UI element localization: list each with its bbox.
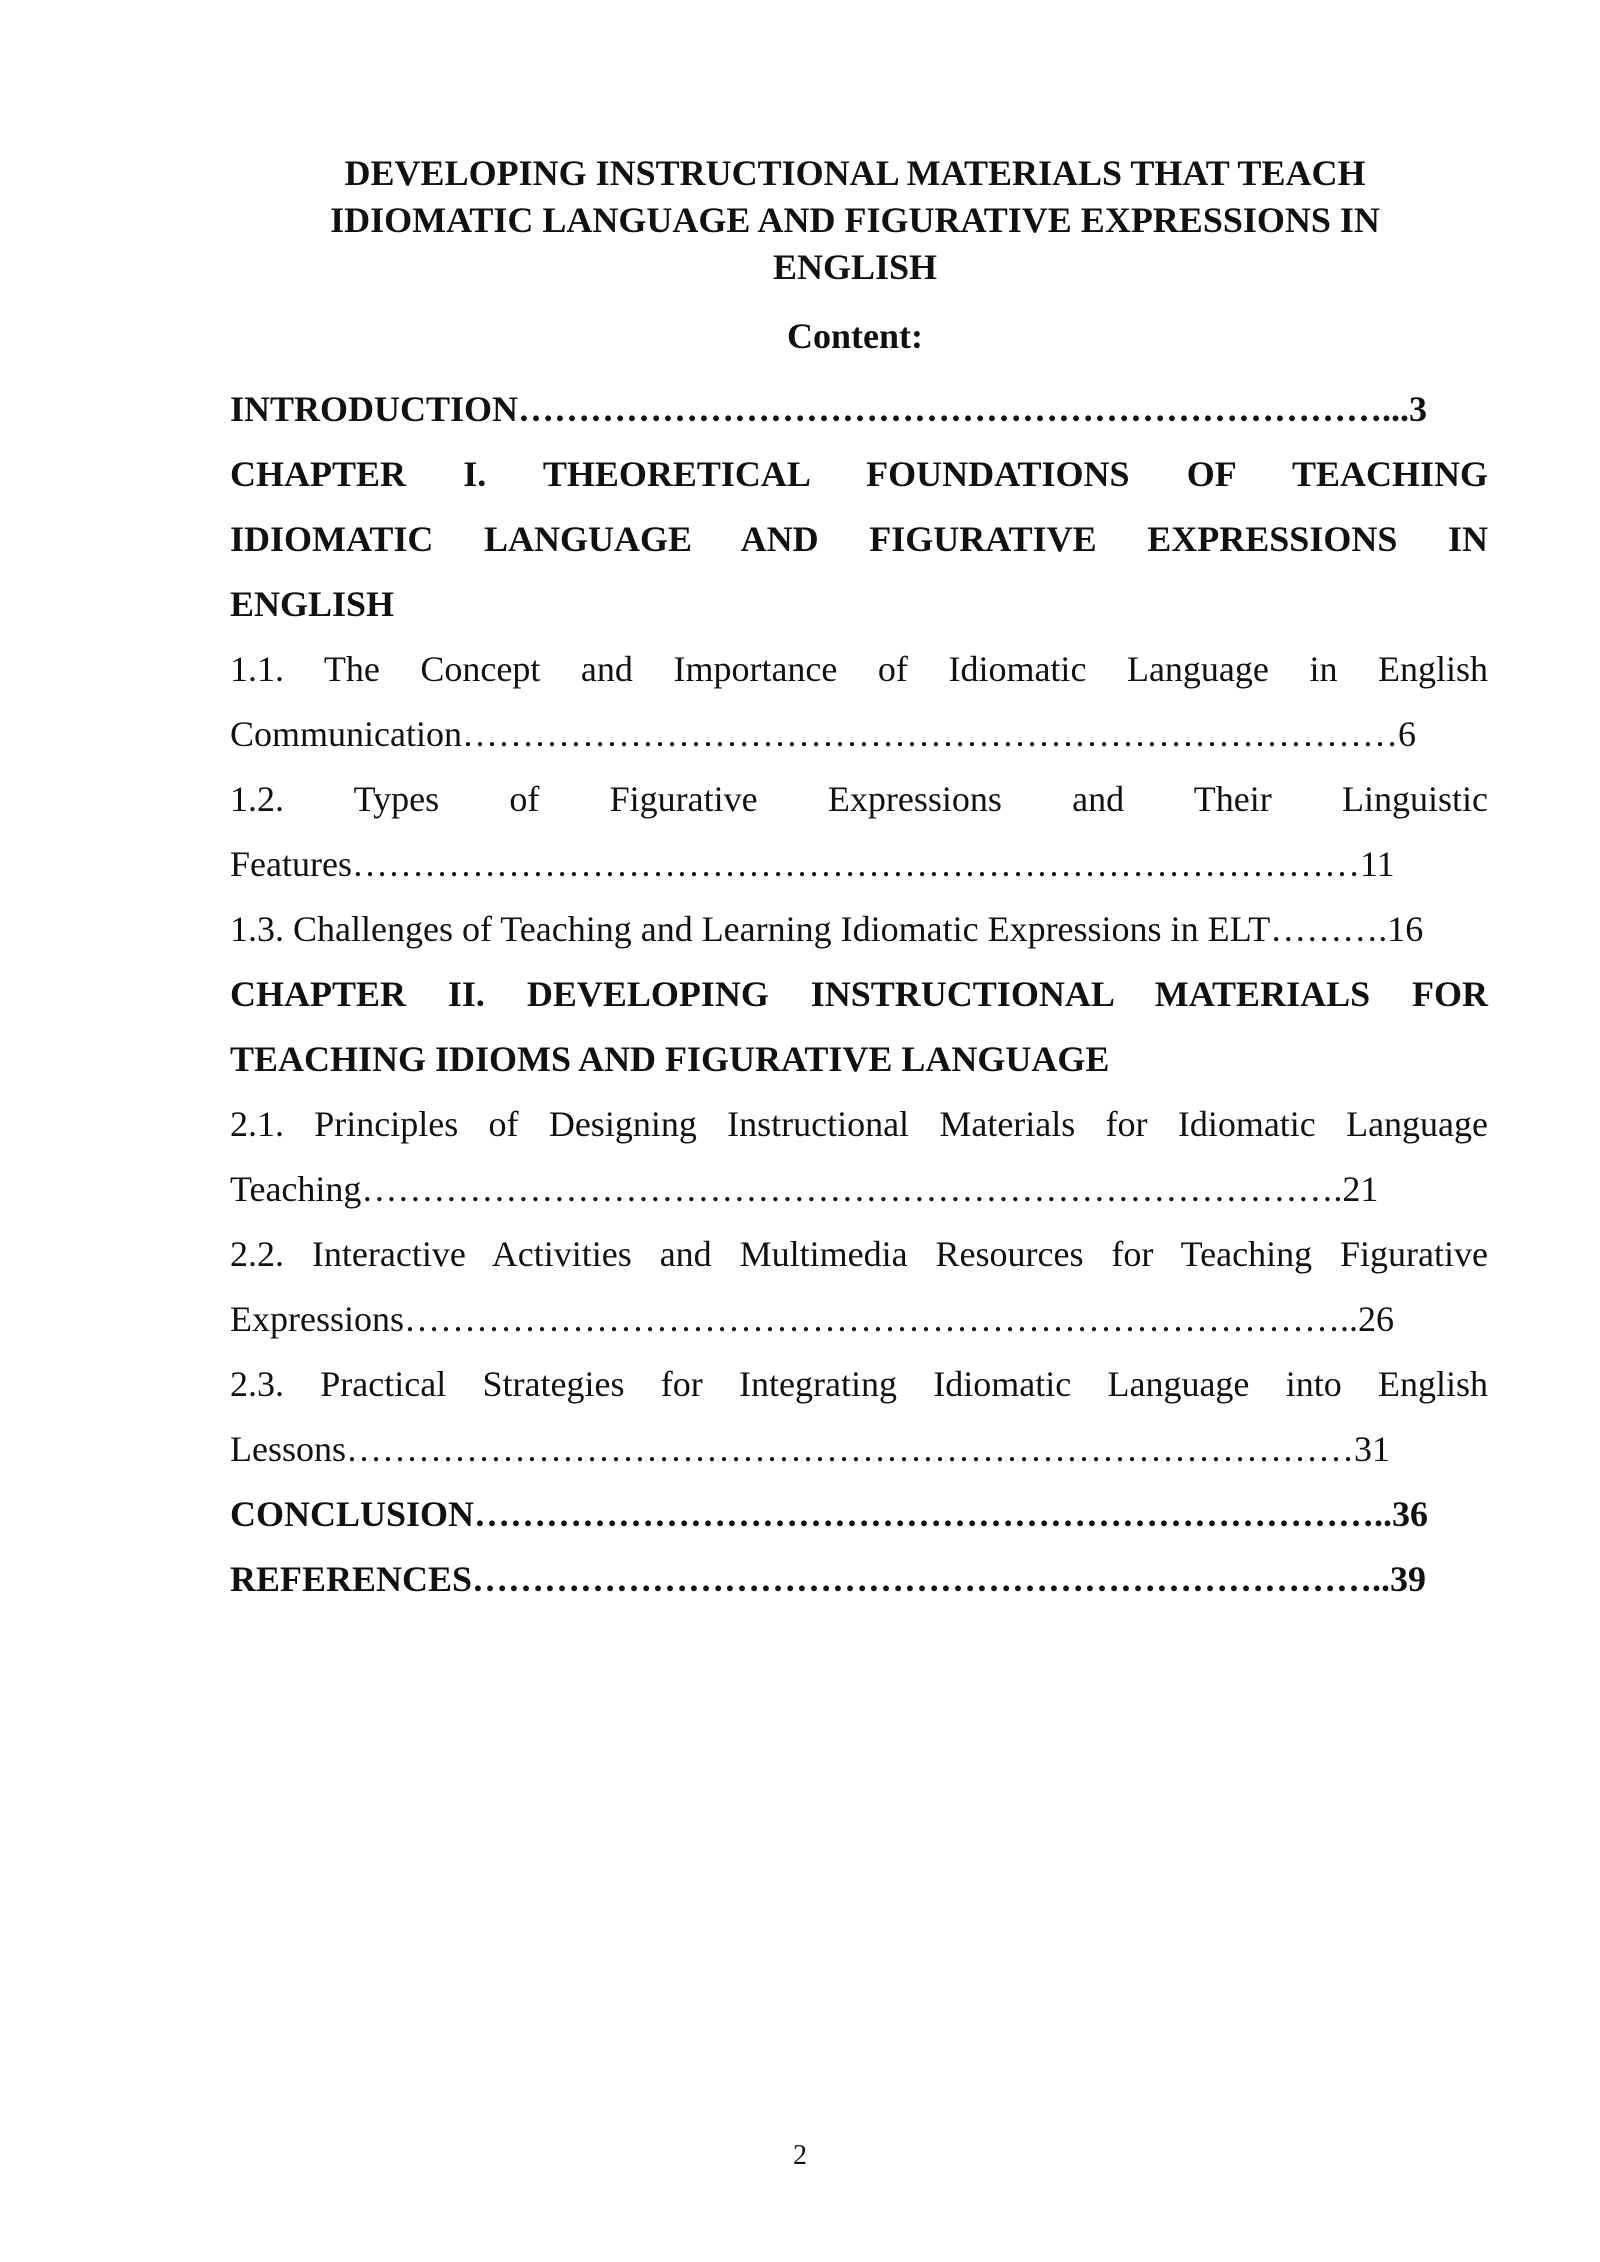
toc-introduction: INTRODUCTION………………………………………………………………...3: [230, 389, 1428, 429]
toc-chapter1-line2: IDIOMATIC LANGUAGE AND FIGURATIVE EXPRESSIONS IN: [230, 519, 1488, 559]
document-title: [230, 150, 1480, 291]
toc-section-1-3: 1.3. Challenges of Teaching and Learning Idiomatic Expressions in ELT……….16: [230, 909, 1424, 949]
toc-references: REFERENCES…………………………………………………………………..39: [230, 1559, 1427, 1599]
toc-section-1-2-line1: 1.2. Types of Figurative Expressions and Their Linguistic: [230, 779, 1488, 819]
toc-section-2-2-line1: 2.2. Interactive Activities and Multimedia Resources for Teaching Figurative: [230, 1234, 1488, 1274]
toc-section-2-3-line1: 2.3. Practical Strategies for Integrating Idiomatic Language into English: [230, 1364, 1488, 1404]
toc-chapter1-line3: ENGLISH: [230, 584, 395, 624]
content-heading: Content:: [787, 316, 923, 356]
toc-chapter1-line1: CHAPTER I. THEORETICAL FOUNDATIONS OF TEACHING: [230, 454, 1488, 494]
toc-section-1-2-line2: Features…………………………………………………………………………11: [230, 844, 1395, 884]
toc-section-2-1-line1: 2.1. Principles of Designing Instructional Materials for Idiomatic Language: [230, 1104, 1488, 1144]
toc-section-2-2-line2: Expressions……………………………………………………………………..26: [230, 1299, 1394, 1339]
table-of-contents: [230, 377, 1488, 1612]
toc-section-1-1-line2: Communication……………………………………………………………………6: [230, 714, 1416, 754]
toc-chapter2-line2: TEACHING IDIOMS AND FIGURATIVE LANGUAGE: [230, 1039, 1110, 1079]
toc-section-1-1-line1: 1.1. The Concept and Importance of Idiomatic Language in English: [230, 649, 1488, 689]
title-line-1: DEVELOPING INSTRUCTIONAL MATERIALS THAT TEACH: [344, 153, 1366, 193]
page-number: 2: [793, 2140, 807, 2171]
toc-chapter2-line1: CHAPTER II. DEVELOPING INSTRUCTIONAL MATERIALS FOR: [230, 974, 1488, 1014]
toc-section-2-1-line2: Teaching……………………………………………………………………….21: [230, 1169, 1379, 1209]
toc-conclusion: CONCLUSION…………………………………………………………………..36: [230, 1494, 1429, 1534]
title-line-3: ENGLISH: [772, 247, 938, 287]
toc-section-2-3-line2: Lessons…………………………………………………………………………31: [230, 1429, 1390, 1469]
title-line-2: IDIOMATIC LANGUAGE AND FIGURATIVE EXPRESSIONS IN: [330, 200, 1380, 240]
